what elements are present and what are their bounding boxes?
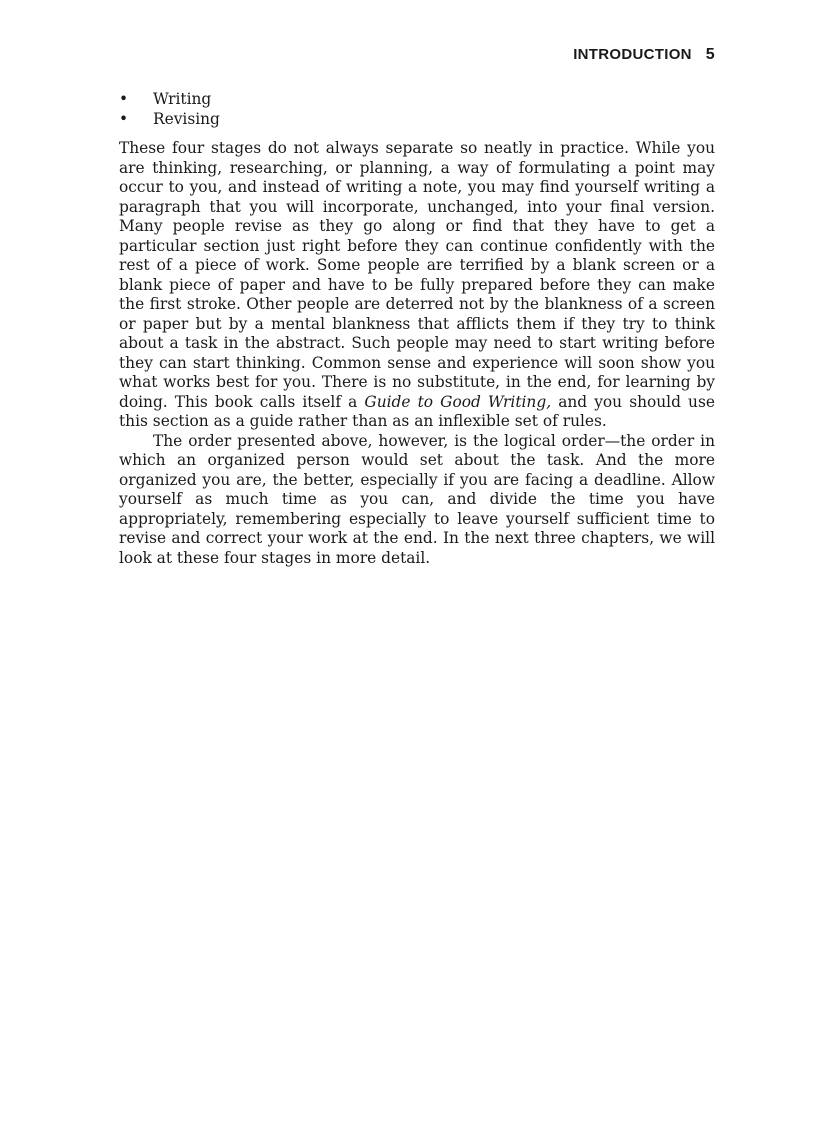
bullet-list (119, 90, 715, 129)
list-item (119, 110, 715, 130)
paragraph-text: and you should use this section as a guide rather than as an inflexible set of rules. (119, 392, 715, 430)
running-head (573, 46, 715, 64)
section-title: INTRODUCTION (573, 46, 692, 63)
page-number: 5 (705, 46, 715, 63)
body-text (119, 90, 715, 568)
paragraph: The order presented above, however, is the logical order—the order in which an organized person would set about the task. And the more organized you are, the better, especially if you are facing a deadline. Allow yourself as much time as you can, and divide the time you have appropriately, remembering especially to leave yourself sufficient time to revise and correct your work at the end. In the next three chapters, we will look at these four stages in more detail. (119, 431, 715, 567)
bullet-marker: • (119, 90, 129, 108)
list-item-text: Writing (153, 90, 212, 108)
list-item (119, 90, 715, 110)
list-item-text: Revising (153, 109, 220, 128)
bullet-marker: • (119, 109, 129, 128)
book-title: Guide to Good Writing, (364, 392, 552, 411)
paragraph-text: These four stages do not always separate so neatly in practice. While you are thinking, researching, or planning, a way of formulating a point may occur to you, and instead of writing a note, you may find yourself writing a paragraph that you will incorporate, unchanged, into your final version. Many people revise as they go along or find that they have to get a particular section just right before they can continue confidently with the rest of a piece of work. Some people are terrified by a blank screen or a blank piece of paper and have to be fully prepared before they can make the first stroke. Other people are deterred not by the blankness of a screen or paper but by a mental blankness that afflicts them if they try to think about a task in the abstract. Such people may need to start writing before they can start thinking. Common sense and experience will soon show you what works best for you. There is no substitute, in the end, for learning by doing. This book calls itself a (119, 139, 715, 411)
paragraph (119, 139, 715, 432)
